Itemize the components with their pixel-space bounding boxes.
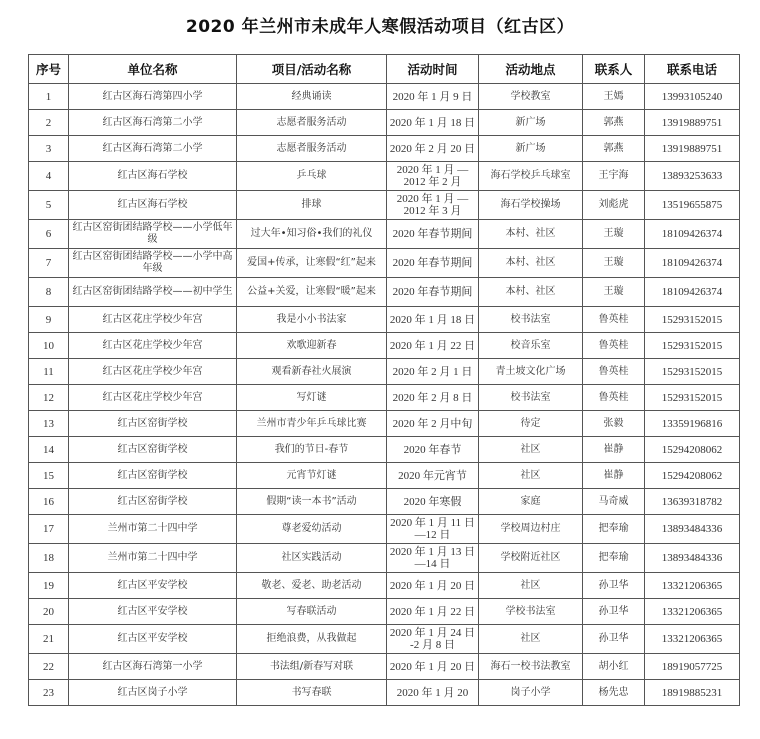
cell-contact: 把奉瑜 <box>583 544 645 573</box>
cell-no: 10 <box>29 333 69 359</box>
cell-project: 过大年•知习俗•我们的礼仪 <box>237 220 387 249</box>
cell-phone: 13321206365 <box>645 573 740 599</box>
cell-time: 2020 年 1 月 22 日 <box>387 599 479 625</box>
cell-phone: 15293152015 <box>645 385 740 411</box>
cell-no: 19 <box>29 573 69 599</box>
cell-time: 2020 年春节期间 <box>387 278 479 307</box>
cell-project: 我是小小书法家 <box>237 307 387 333</box>
cell-project: 社区实践活动 <box>237 544 387 573</box>
cell-contact: 鲁英桂 <box>583 359 645 385</box>
cell-time: 2020 年 2 月中旬 <box>387 411 479 437</box>
cell-phone: 13321206365 <box>645 625 740 654</box>
cell-place: 校书法室 <box>479 307 583 333</box>
cell-contact: 鲁英桂 <box>583 385 645 411</box>
cell-contact: 王璇 <box>583 249 645 278</box>
cell-place: 校音乐室 <box>479 333 583 359</box>
cell-time: 2020 年 1 月 13 日 —14 日 <box>387 544 479 573</box>
table-row <box>29 515 740 544</box>
cell-no: 21 <box>29 625 69 654</box>
cell-time: 2020 年 1 月 —2012 年 2 月 <box>387 162 479 191</box>
table-row <box>29 191 740 220</box>
cell-no: 18 <box>29 544 69 573</box>
table-row <box>29 110 740 136</box>
cell-project: 乒乓球 <box>237 162 387 191</box>
cell-phone: 13893484336 <box>645 544 740 573</box>
cell-phone: 15293152015 <box>645 359 740 385</box>
cell-no: 16 <box>29 489 69 515</box>
cell-contact: 鲁英桂 <box>583 307 645 333</box>
cell-contact: 王璇 <box>583 278 645 307</box>
cell-time: 2020 年 1 月 20 日 <box>387 573 479 599</box>
cell-project: 观看新春社火展演 <box>237 359 387 385</box>
cell-place: 本村、社区 <box>479 249 583 278</box>
cell-no: 8 <box>29 278 69 307</box>
table-row <box>29 385 740 411</box>
cell-place: 学校附近社区 <box>479 544 583 573</box>
cell-place: 海石一校书法教室 <box>479 654 583 680</box>
cell-unit: 红古区窑街学校 <box>69 437 237 463</box>
cell-project: 书写春联 <box>237 680 387 706</box>
cell-contact: 杨先忠 <box>583 680 645 706</box>
cell-unit: 红古区花庄学校少年宫 <box>69 385 237 411</box>
cell-contact: 孙卫华 <box>583 573 645 599</box>
cell-unit: 红古区窑街学校 <box>69 489 237 515</box>
cell-project: 写灯谜 <box>237 385 387 411</box>
cell-project: 志愿者服务活动 <box>237 136 387 162</box>
cell-place: 新广场 <box>479 136 583 162</box>
cell-unit: 红古区平安学校 <box>69 625 237 654</box>
cell-place: 海石学校乒乓球室 <box>479 162 583 191</box>
cell-contact: 鲁英桂 <box>583 333 645 359</box>
cell-phone: 13993105240 <box>645 84 740 110</box>
cell-phone: 15294208062 <box>645 463 740 489</box>
cell-unit: 红古区海石学校 <box>69 162 237 191</box>
cell-phone: 13321206365 <box>645 599 740 625</box>
cell-time: 2020 年 2 月 8 日 <box>387 385 479 411</box>
cell-place: 社区 <box>479 463 583 489</box>
cell-project: 尊老爱幼活动 <box>237 515 387 544</box>
table-row <box>29 249 740 278</box>
cell-project: 经典诵读 <box>237 84 387 110</box>
cell-phone: 18109426374 <box>645 249 740 278</box>
table-row <box>29 84 740 110</box>
cell-project: 拒绝浪费，从我做起 <box>237 625 387 654</box>
cell-contact: 张毅 <box>583 411 645 437</box>
cell-phone: 13359196816 <box>645 411 740 437</box>
cell-phone: 13639318782 <box>645 489 740 515</box>
table-row <box>29 359 740 385</box>
cell-no: 6 <box>29 220 69 249</box>
cell-no: 13 <box>29 411 69 437</box>
cell-time: 2020 年春节 <box>387 437 479 463</box>
cell-time: 2020 年 1 月 20 日 <box>387 654 479 680</box>
table-row <box>29 625 740 654</box>
cell-unit: 红古区海石湾第一小学 <box>69 654 237 680</box>
cell-place: 家庭 <box>479 489 583 515</box>
cell-contact: 崔静 <box>583 437 645 463</box>
cell-contact: 马奇威 <box>583 489 645 515</box>
cell-project: 排球 <box>237 191 387 220</box>
table-row <box>29 573 740 599</box>
cell-place: 青土坡文化广场 <box>479 359 583 385</box>
cell-phone: 18109426374 <box>645 220 740 249</box>
cell-contact: 王璇 <box>583 220 645 249</box>
cell-phone: 13919889751 <box>645 110 740 136</box>
table-row <box>29 489 740 515</box>
table-row <box>29 136 740 162</box>
cell-no: 3 <box>29 136 69 162</box>
cell-contact: 王宇海 <box>583 162 645 191</box>
cell-time: 2020 年春节期间 <box>387 220 479 249</box>
cell-project: 假期“读一本书”活动 <box>237 489 387 515</box>
cell-unit: 红古区平安学校 <box>69 599 237 625</box>
cell-place: 海石学校操场 <box>479 191 583 220</box>
table-row <box>29 307 740 333</box>
cell-project: 书法组/新春写对联 <box>237 654 387 680</box>
cell-contact: 胡小红 <box>583 654 645 680</box>
cell-phone: 18919057725 <box>645 654 740 680</box>
table-row <box>29 680 740 706</box>
cell-phone: 13519655875 <box>645 191 740 220</box>
cell-contact: 郭燕 <box>583 136 645 162</box>
table-row <box>29 463 740 489</box>
cell-unit: 红古区岗子小学 <box>69 680 237 706</box>
cell-unit: 红古区窑街团结路学校——小学中高年级 <box>69 249 237 278</box>
document-title: 2020 年兰州市未成年人寒假活动项目（红古区） <box>185 17 575 37</box>
cell-place: 校书法室 <box>479 385 583 411</box>
table-row <box>29 599 740 625</box>
cell-phone: 15293152015 <box>645 333 740 359</box>
cell-project: 志愿者服务活动 <box>237 110 387 136</box>
cell-unit: 红古区海石学校 <box>69 191 237 220</box>
cell-project: 爱国+传承，让寒假“红”起来 <box>237 249 387 278</box>
header-phone: 联系电话 <box>645 55 740 84</box>
cell-unit: 红古区海石湾第四小学 <box>69 84 237 110</box>
cell-unit: 红古区海石湾第二小学 <box>69 110 237 136</box>
cell-phone: 18109426374 <box>645 278 740 307</box>
cell-no: 17 <box>29 515 69 544</box>
table-header-row <box>29 55 740 84</box>
cell-no: 11 <box>29 359 69 385</box>
cell-unit: 红古区窑街团结路学校——小学低年级 <box>69 220 237 249</box>
cell-phone: 13893484336 <box>645 515 740 544</box>
cell-contact: 崔静 <box>583 463 645 489</box>
header-contact: 联系人 <box>583 55 645 84</box>
cell-place: 岗子小学 <box>479 680 583 706</box>
cell-project: 元宵节灯谜 <box>237 463 387 489</box>
cell-project: 欢歌迎新春 <box>237 333 387 359</box>
cell-unit: 兰州市第二十四中学 <box>69 515 237 544</box>
cell-time: 2020 年 1 月 22 日 <box>387 333 479 359</box>
cell-time: 2020 年 1 月 —2012 年 3 月 <box>387 191 479 220</box>
cell-time: 2020 年 2 月 1 日 <box>387 359 479 385</box>
table-row <box>29 654 740 680</box>
cell-place: 学校周边村庄 <box>479 515 583 544</box>
cell-no: 2 <box>29 110 69 136</box>
table-row <box>29 437 740 463</box>
cell-time: 2020 年寒假 <box>387 489 479 515</box>
cell-no: 7 <box>29 249 69 278</box>
cell-contact: 孙卫华 <box>583 625 645 654</box>
cell-time: 2020 年春节期间 <box>387 249 479 278</box>
cell-phone: 13919889751 <box>645 136 740 162</box>
cell-project: 兰州市青少年乒乓球比赛 <box>237 411 387 437</box>
table-row <box>29 220 740 249</box>
cell-no: 5 <box>29 191 69 220</box>
cell-place: 学校教室 <box>479 84 583 110</box>
cell-project: 公益+关爱，让寒假“暖”起来 <box>237 278 387 307</box>
cell-unit: 红古区花庄学校少年宫 <box>69 359 237 385</box>
cell-contact: 刘彪虎 <box>583 191 645 220</box>
header-no: 序号 <box>29 55 69 84</box>
header-place: 活动地点 <box>479 55 583 84</box>
cell-unit: 红古区平安学校 <box>69 573 237 599</box>
table-row <box>29 333 740 359</box>
cell-contact: 孙卫华 <box>583 599 645 625</box>
cell-unit: 兰州市第二十四中学 <box>69 544 237 573</box>
cell-contact: 王嫣 <box>583 84 645 110</box>
cell-time: 2020 年元宵节 <box>387 463 479 489</box>
cell-place: 待定 <box>479 411 583 437</box>
table-row <box>29 544 740 573</box>
table-row <box>29 278 740 307</box>
cell-phone: 13893253633 <box>645 162 740 191</box>
cell-unit: 红古区海石湾第二小学 <box>69 136 237 162</box>
cell-time: 2020 年 1 月 11 日 —12 日 <box>387 515 479 544</box>
cell-time: 2020 年 2 月 20 日 <box>387 136 479 162</box>
cell-place: 学校书法室 <box>479 599 583 625</box>
cell-no: 22 <box>29 654 69 680</box>
cell-unit: 红古区窑街学校 <box>69 463 237 489</box>
cell-phone: 15293152015 <box>645 307 740 333</box>
cell-contact: 郭燕 <box>583 110 645 136</box>
cell-time: 2020 年 1 月 20 <box>387 680 479 706</box>
cell-place: 本村、社区 <box>479 220 583 249</box>
cell-no: 4 <box>29 162 69 191</box>
cell-project: 敬老、爱老、助老活动 <box>237 573 387 599</box>
cell-time: 2020 年 1 月 9 日 <box>387 84 479 110</box>
cell-no: 9 <box>29 307 69 333</box>
table-row <box>29 411 740 437</box>
cell-time: 2020 年 1 月 24 日 -2 月 8 日 <box>387 625 479 654</box>
cell-unit: 红古区花庄学校少年宫 <box>69 307 237 333</box>
cell-no: 14 <box>29 437 69 463</box>
cell-no: 15 <box>29 463 69 489</box>
cell-place: 本村、社区 <box>479 278 583 307</box>
cell-unit: 红古区花庄学校少年宫 <box>69 333 237 359</box>
cell-contact: 把奉瑜 <box>583 515 645 544</box>
cell-place: 社区 <box>479 573 583 599</box>
cell-project: 我们的节日-春节 <box>237 437 387 463</box>
cell-no: 1 <box>29 84 69 110</box>
cell-time: 2020 年 1 月 18 日 <box>387 110 479 136</box>
cell-unit: 红古区窑街学校 <box>69 411 237 437</box>
cell-phone: 18919885231 <box>645 680 740 706</box>
header-project: 项目/活动名称 <box>237 55 387 84</box>
activity-table <box>28 54 740 706</box>
header-unit: 单位名称 <box>69 55 237 84</box>
cell-phone: 15294208062 <box>645 437 740 463</box>
cell-unit: 红古区窑街团结路学校——初中学生 <box>69 278 237 307</box>
cell-no: 23 <box>29 680 69 706</box>
cell-place: 新广场 <box>479 110 583 136</box>
header-time: 活动时间 <box>387 55 479 84</box>
table-row <box>29 162 740 191</box>
cell-project: 写春联活动 <box>237 599 387 625</box>
cell-no: 20 <box>29 599 69 625</box>
cell-place: 社区 <box>479 625 583 654</box>
cell-place: 社区 <box>479 437 583 463</box>
cell-no: 12 <box>29 385 69 411</box>
cell-time: 2020 年 1 月 18 日 <box>387 307 479 333</box>
